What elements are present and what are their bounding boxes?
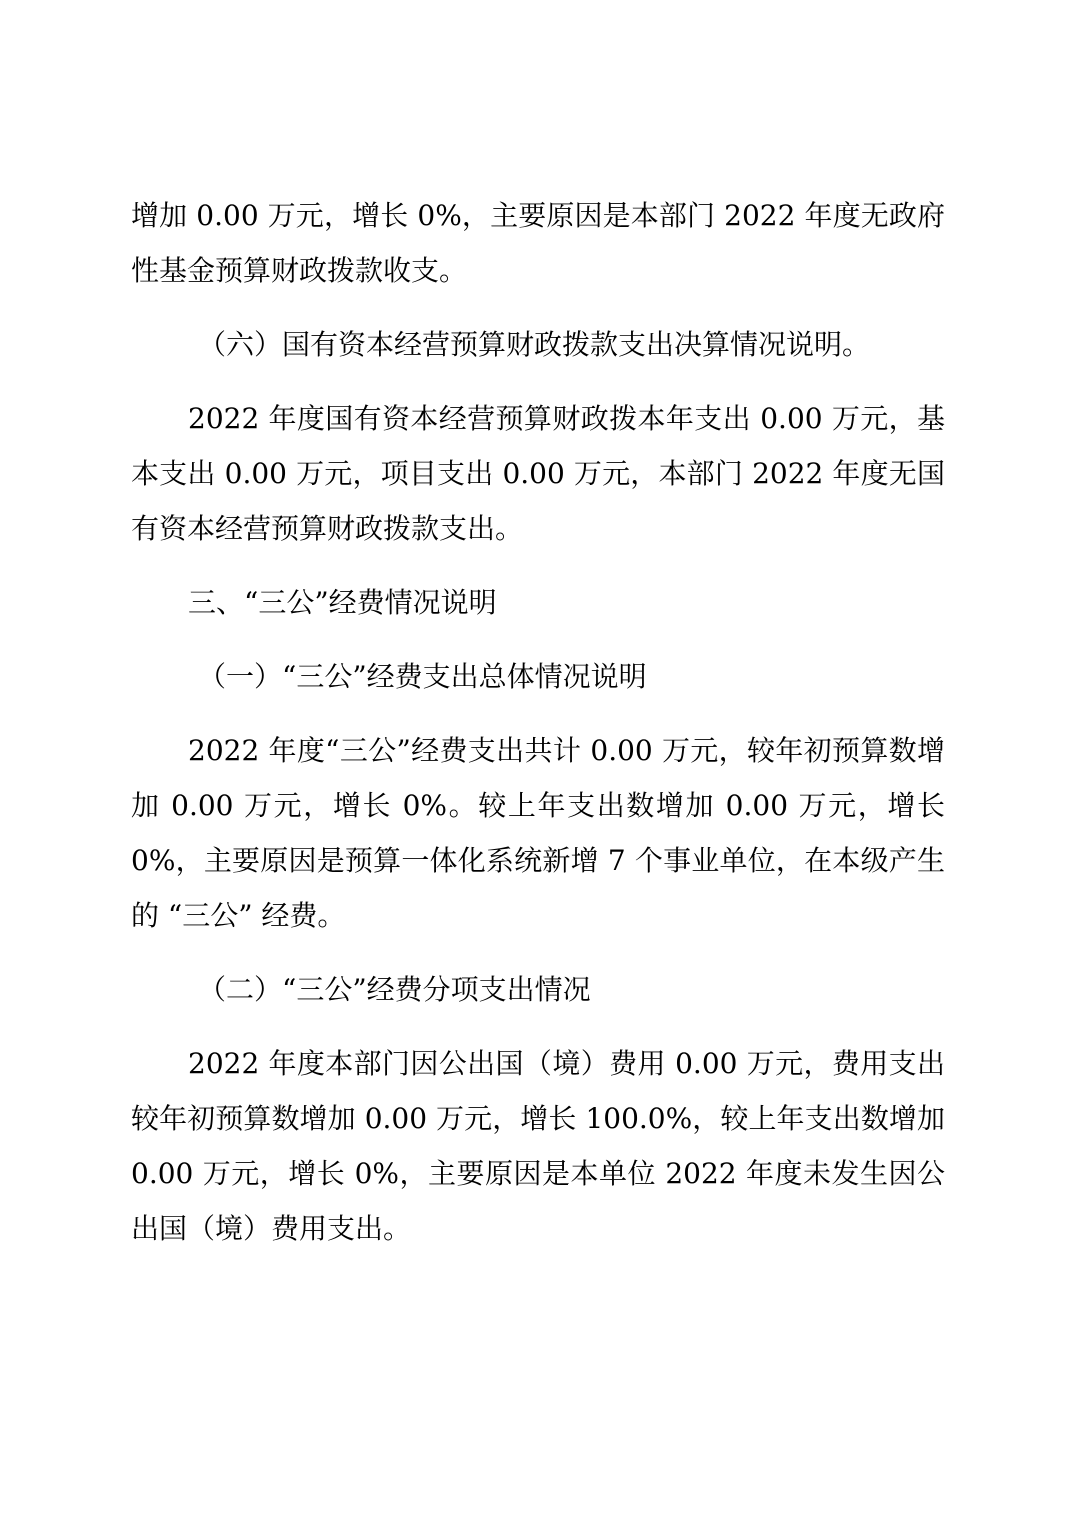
- paragraph-fund-budget-note: 增加 0.00 万元，增长 0%，主要原因是本部门 2022 年度无政府性基金预算财政拨款收支。: [131, 199, 945, 287]
- paragraph-state-capital-budget: 2022 年度国有资本经营预算财政拨本年支出 0.00 万元，基本支出 0.00 万元，项目支出 0.00 万元，本部门 2022 年度无国有资本经营预算财政拨款支出。: [131, 402, 945, 545]
- heading-itemized-expenses: （二）“三公”经费分项支出情况: [198, 973, 591, 1006]
- document-body: [131, 188, 945, 1275]
- heading-three-public-expenses: 三、“三公”经费情况说明: [188, 586, 497, 619]
- paragraph-overall-expenses: 2022 年度“三公”经费支出共计 0.00 万元，较年初预算数增加 0.00 万元，增长 0%。较上年支出数增加 0.00 万元，增长 0%，主要原因是预算一体化系统新增 7 个事业单位，在本级产生的 “三公” 经费。: [131, 734, 945, 932]
- paragraph-itemized-expenses: 2022 年度本部门因公出国（境）费用 0.00 万元，费用支出较年初预算数增加 0.00 万元，增长 100.0%，较上年支出数增加 0.00 万元，增长 0%，主要原因是本单位 2022 年度未发生因公出国（境）费用支出。: [131, 1047, 945, 1245]
- heading-overall-expenses: （一）“三公”经费支出总体情况说明: [198, 660, 647, 693]
- heading-state-capital-budget: （六）国有资本经营预算财政拨款支出决算情况说明。: [198, 328, 871, 361]
